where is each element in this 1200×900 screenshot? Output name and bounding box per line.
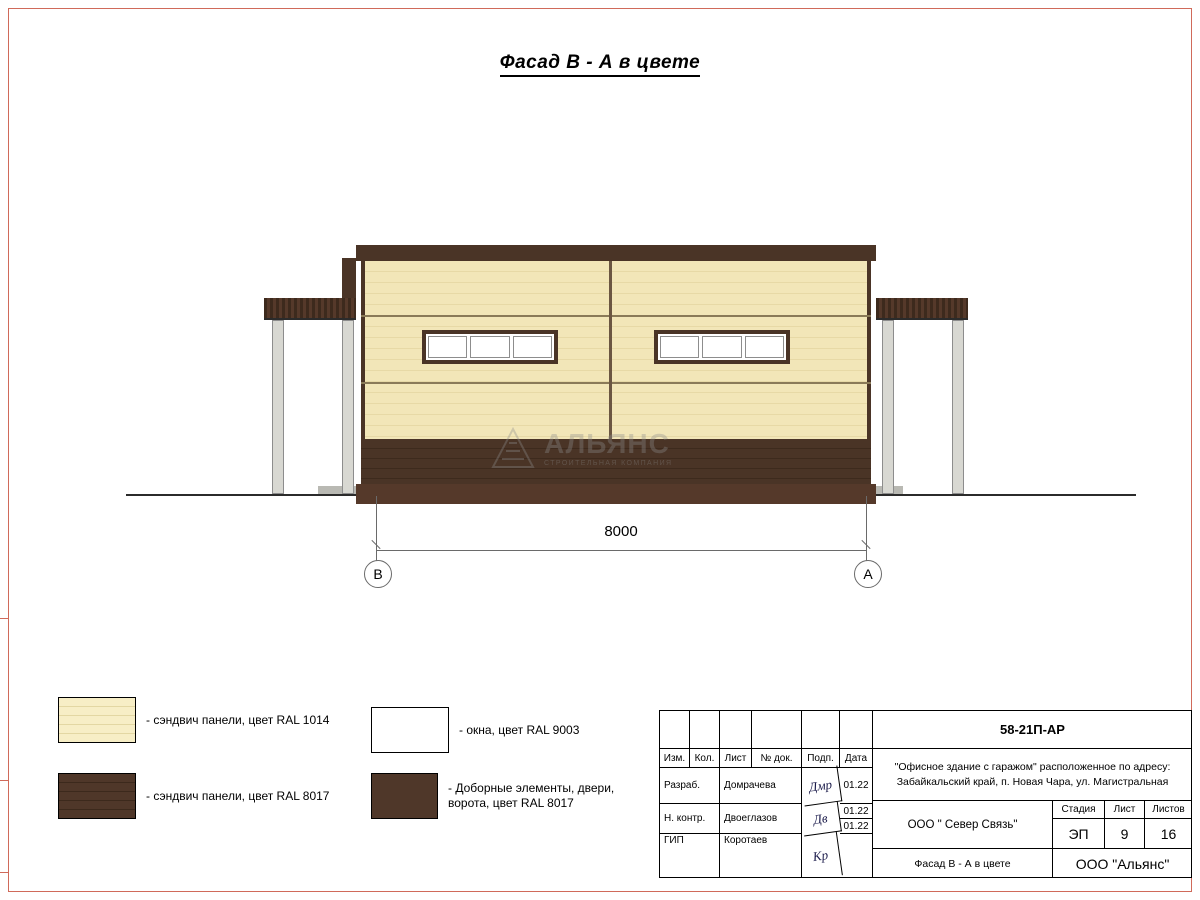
window-pane: [745, 336, 784, 358]
stamp-object-description: "Офисное здание с гаражом" расположенное по адресу: Забайкальский край, п. Новая Чара, ул. Магистральная: [873, 749, 1192, 801]
legend-swatch-sandwich-8017: [58, 773, 136, 819]
canopy-right-roof: [876, 298, 968, 320]
legend-item: [58, 697, 329, 743]
panel-joint-line: [361, 315, 871, 317]
stamp-date-0: 01.22: [840, 768, 873, 804]
legend-label: - окна, цвет RAL 9003: [459, 722, 580, 737]
legend-label: - Доборные элементы, двери, ворота, цвет RAL 8017: [448, 781, 615, 810]
stamp-sheet-value: 9: [1105, 819, 1145, 849]
facade-center-joint: [609, 261, 612, 439]
legend-label: - сэндвич панели, цвет RAL 1014: [146, 712, 330, 727]
stamp-role-2: ГИП: [660, 834, 720, 878]
dimension-line: [376, 550, 866, 551]
window-pane: [428, 336, 467, 358]
page-title: [0, 52, 1200, 74]
canopy-left-column-inner: [342, 320, 354, 494]
building-facade: [356, 245, 876, 494]
axis-marker-a: А: [854, 560, 882, 588]
window-pane: [513, 336, 552, 358]
stamp-customer: ООО " Север Связь": [873, 801, 1053, 849]
stamp-sheets-value: 16: [1145, 819, 1192, 849]
stamp-header-kol: Кол.: [690, 749, 720, 768]
window-pane: [660, 336, 699, 358]
legend-label: - сэндвич панели, цвет RAL 8017: [146, 788, 330, 803]
canopy-left-column-outer: [272, 320, 284, 494]
legend-item: [371, 773, 658, 819]
sheet-edge-mark: [0, 618, 9, 619]
dimension-value: 8000: [604, 523, 638, 540]
page-title-text: Фасад В - А в цвете: [500, 52, 700, 77]
stamp-company: ООО "Альянс": [1075, 855, 1170, 872]
window-pane: [702, 336, 741, 358]
window-right: [654, 330, 790, 364]
canopy-right-column-outer: [952, 320, 964, 494]
stamp-blank-izm: [660, 711, 690, 749]
watermark-subtitle: СТРОИТЕЛЬНАЯ КОМПАНИЯ: [544, 460, 673, 467]
stamp-blank-data: [840, 711, 873, 749]
canopy-left-roof: [264, 298, 356, 320]
window-left: [422, 330, 558, 364]
stamp-blank-kol: [690, 711, 720, 749]
stamp-sheet-header: Лист: [1105, 801, 1145, 819]
stamp-header-izm: Изм.: [660, 749, 690, 768]
dimension-extension-left: [376, 496, 377, 570]
facade-elevation-drawing: [120, 230, 1080, 582]
stamp-role-0: Разраб.: [660, 768, 720, 804]
stamp-stage-header: Стадия: [1053, 801, 1105, 819]
legend-swatch-sandwich-1014: [58, 697, 136, 743]
roof-return-left: [342, 258, 356, 298]
legend-swatch-dobor-8017: [371, 773, 438, 819]
dimension-extension-right: [866, 496, 867, 570]
stamp-stage-value: ЭП: [1053, 819, 1105, 849]
axis-marker-b: В: [364, 560, 392, 588]
stamp-header-doc: № док.: [752, 749, 802, 768]
stamp-name-2: Коротаев: [720, 834, 802, 878]
stamp-header-list: Лист: [720, 749, 752, 768]
stamp-name-0: Домрачева: [720, 768, 802, 804]
stamp-signature-0: Дмр: [800, 766, 843, 807]
stamp-signature-1: Дв: [800, 802, 842, 837]
stamp-role-1: Н. контр.: [660, 804, 720, 834]
stamp-blank-doc: [752, 711, 802, 749]
window-pane: [470, 336, 509, 358]
title-block: [659, 710, 1192, 878]
stamp-date-1: 01.22: [840, 804, 873, 819]
base-skirt: [356, 484, 876, 504]
stamp-sheet-caption: Фасад В - А в цвете: [873, 849, 1053, 878]
stamp-date-2: 01.22: [840, 819, 873, 834]
stamp-header-podp: Подп.: [802, 749, 840, 768]
sheet-edge-mark: [0, 872, 9, 873]
stamp-blank-list: [720, 711, 752, 749]
watermark-title: АЛЬЯНС: [544, 428, 670, 459]
roof-parapet-band: [356, 245, 876, 261]
stamp-name-1: Двоеглазов: [720, 804, 802, 834]
panel-joint-line: [361, 382, 871, 384]
legend-item: [58, 773, 329, 819]
sheet-edge-mark: [0, 780, 9, 781]
stamp-header-data: Дата: [840, 749, 873, 768]
legend-swatch-windows-9003: [371, 707, 449, 753]
legend-item: [371, 707, 579, 753]
stamp-date-blank: [840, 834, 873, 878]
wall-sandwich-panel-dark: [361, 439, 871, 490]
stamp-signature-2: Кр: [799, 832, 843, 881]
stamp-sheets-header: Листов: [1145, 801, 1192, 819]
stamp-blank-podp: [802, 711, 840, 749]
canopy-right-column-inner: [882, 320, 894, 494]
stamp-project-code: 58-21П-АР: [873, 711, 1192, 749]
